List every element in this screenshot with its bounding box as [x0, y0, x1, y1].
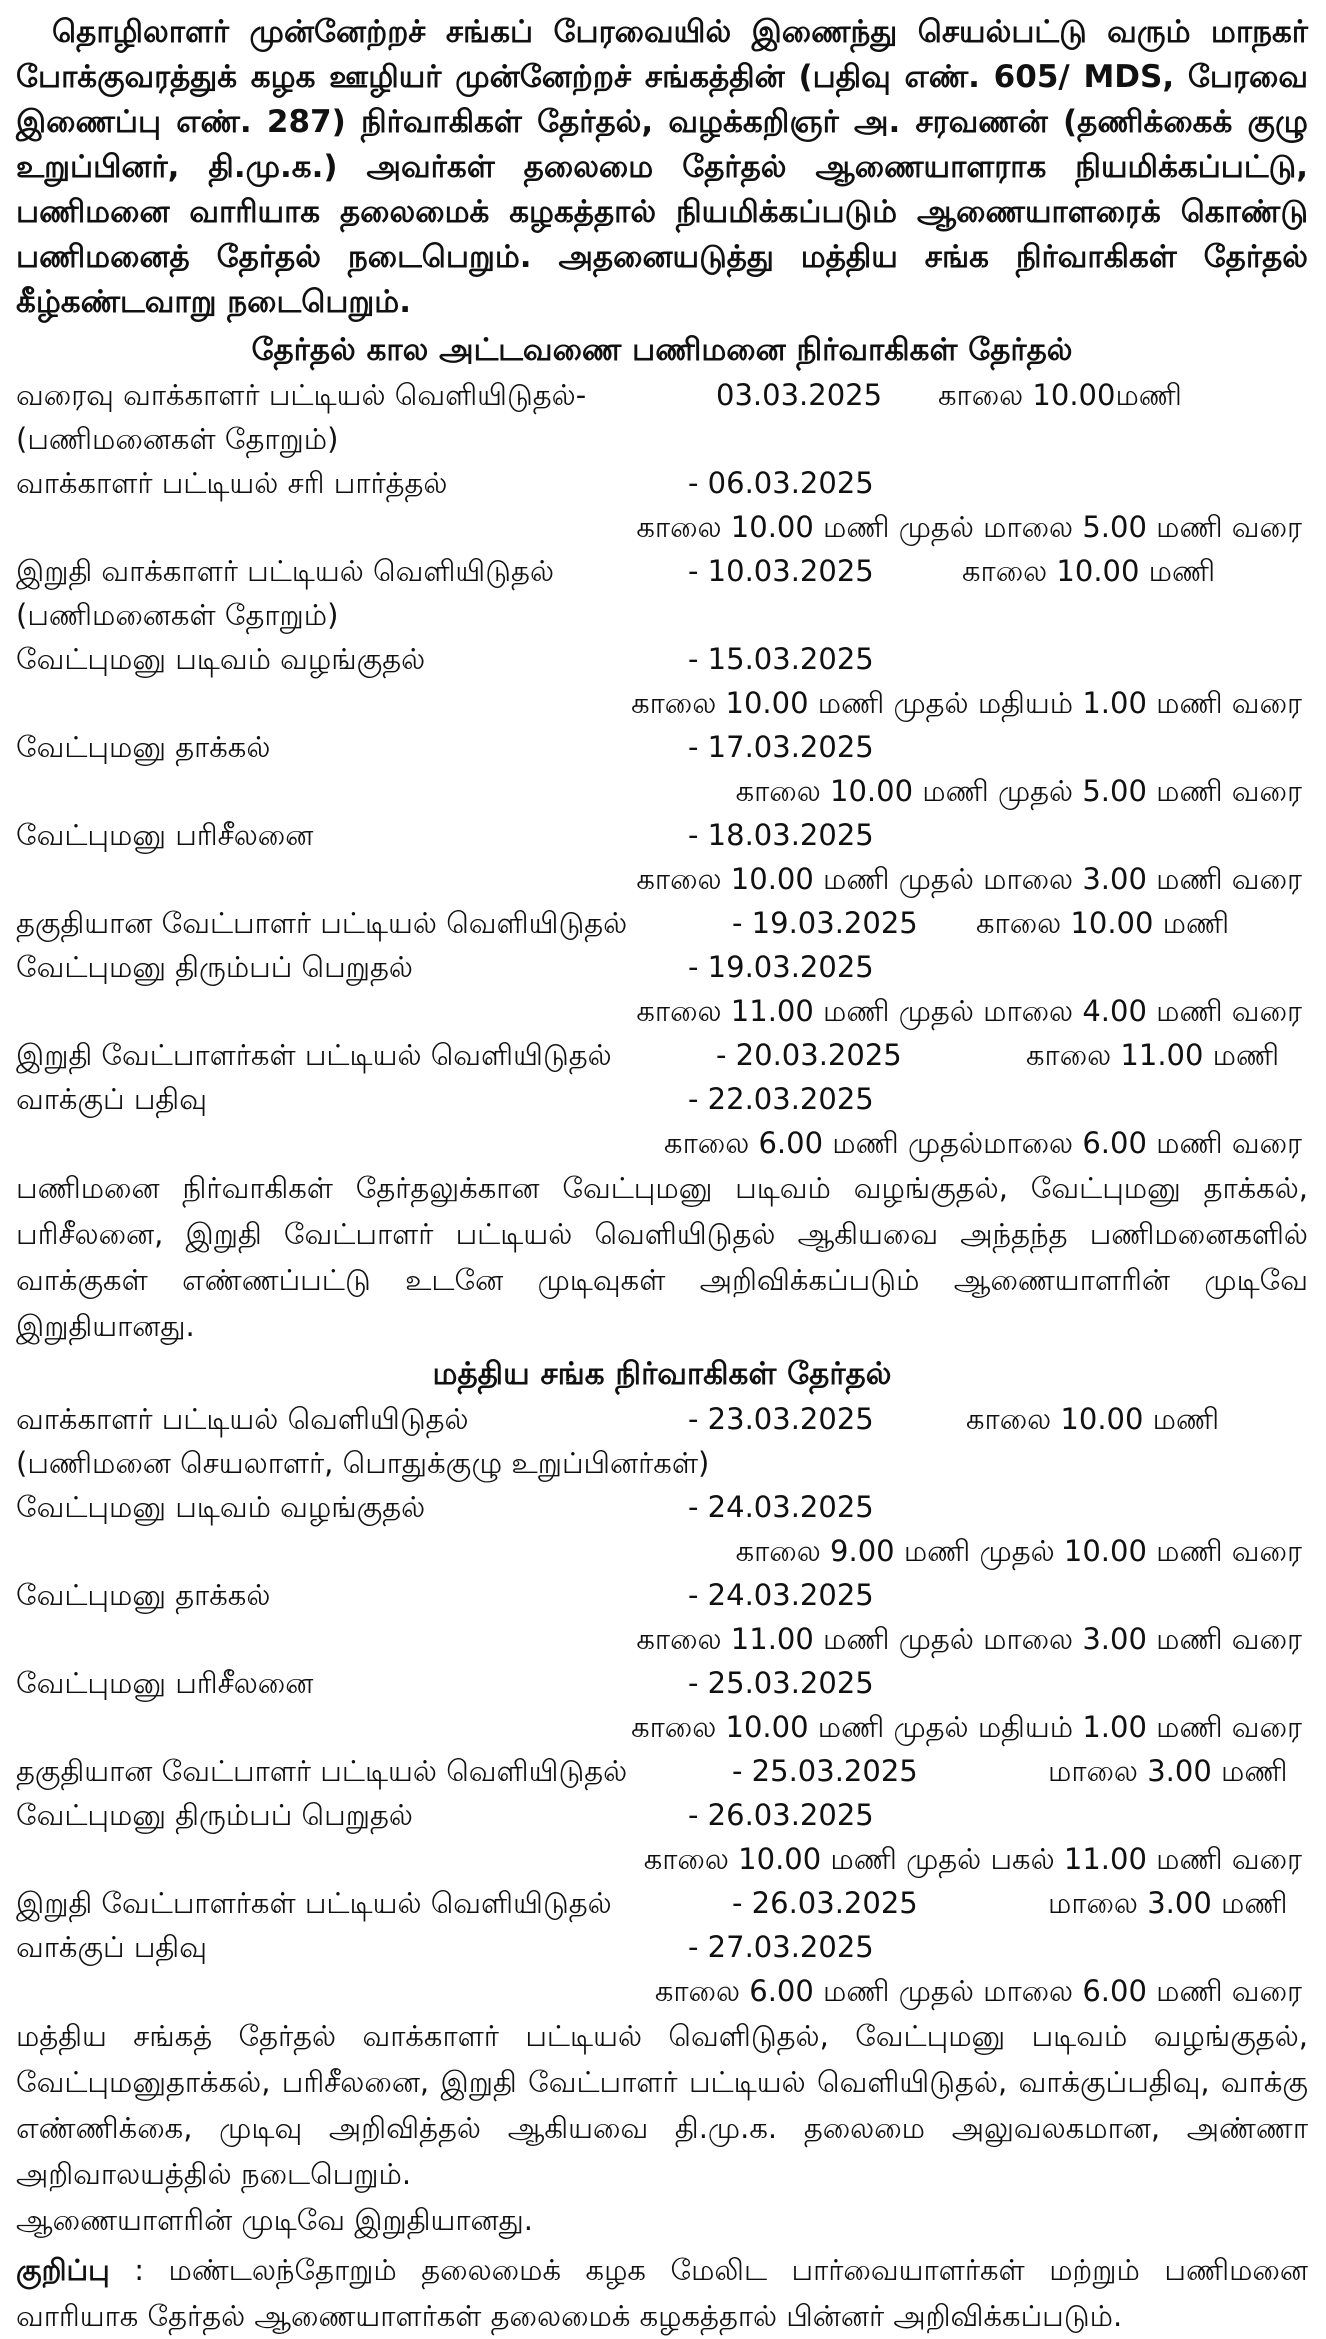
row-label: வேட்புமனு பரிசீலனை: [16, 1666, 314, 1700]
row-label: வேட்புமனு திரும்பப் பெறுதல்: [16, 1798, 413, 1832]
row-label: தகுதியான வேட்பாளர் பட்டியல் வெளியிடுதல்: [16, 906, 628, 940]
intro-paragraph: தொழிலாளர் முன்னேற்றச் சங்கப் பேரவையில் இணைந்து செயல்பட்டு வரும் மாநகர் போக்குவரத்துக் கழக ஊழியர் முன்னேற்றச் சங்கத்தின் (பதிவு எண். 605/ MDS, பேரவை இணைப்பு எண். 287) நிர்வாகிகள் தேர்தல், வழக்கறிஞர் அ. சரவணன் (தணிக்கைக் குழு உறுப்பினர், தி.மு.க.) அவர்கள் தலைமை தேர்தல் ஆணையாளராக நியமிக்கப்பட்டு, பணிமனை வாரியாக தலைமைக் கழகத்தால் நியமிக்கப்படும் ஆணையாளரைக் கொண்டு பணிமனைத் தேர்தல் நடைபெறும். அதனையடுத்து மத்திய சங்க நிர்வாகிகள் தேர்தல் கீழ்கண்டவாறு நடைபெறும்.: [16, 14, 1308, 320]
row-date: - 25.03.2025: [688, 1666, 874, 1700]
row-time: காலை 10.00 மணி: [962, 554, 1216, 588]
footnote: [16, 2247, 1308, 2339]
schedule-row: [16, 461, 1308, 505]
row-label: வாக்காளர் பட்டியல் வெளியிடுதல்: [16, 1402, 469, 1436]
section1-note: பணிமனை நிர்வாகிகள் தேர்தலுக்கான வேட்புமனு படிவம் வழங்குதல், வேட்புமனு தாக்கல், பரிசீலனை, இறுதி வேட்பாளர் பட்டியல் வெளியிடுதல் ஆகியவை அந்தந்த பணிமனைகளில் வாக்குகள் எண்ணப்பட்டு உடனே முடிவுகள் அறிவிக்கப்படும் ஆணையாளரின் முடிவே இறுதியானது.: [16, 1171, 1308, 1343]
row-label: வேட்புமனு தாக்கல்: [16, 730, 271, 764]
row-label: இறுதி வேட்பாளர்கள் பட்டியல் வெளியிடுதல்: [16, 1038, 612, 1072]
row-date: - 06.03.2025: [688, 466, 874, 500]
schedule-row: [16, 1573, 1308, 1617]
row-date: - 25.03.2025: [732, 1754, 918, 1788]
section1-heading: தேர்தல் கால அட்டவணை பணிமனை நிர்வாகிகள் தேர்தல்: [251, 332, 1073, 368]
schedule-row: [16, 1077, 1308, 1121]
row-date: - 19.03.2025: [688, 950, 874, 984]
row-label: வேட்புமனு தாக்கல்: [16, 1578, 271, 1612]
row-subnote: (பணிமனை செயலாளர், பொதுக்குழு உறுப்பினர்கள்): [16, 1446, 710, 1480]
row-date: - 26.03.2025: [688, 1798, 874, 1832]
section2-final-word: ஆணையாளரின் முடிவே இறுதியானது.: [16, 2203, 533, 2237]
row-time-range: காலை 10.00 மணி முதல் மதியம் 1.00 மணி வரை: [631, 686, 1302, 720]
row-date: - 10.03.2025: [688, 554, 874, 588]
row-time-range: காலை 10.00 மணி முதல் 5.00 மணி வரை: [735, 774, 1302, 808]
row-time-range: காலை 6.00 மணி முதல்மாலை 6.00 மணி வரை: [664, 1126, 1302, 1160]
row-date: - 17.03.2025: [688, 730, 874, 764]
row-time: மாலை 3.00 மணி: [1048, 1886, 1288, 1920]
row-time-range: காலை 10.00 மணி முதல் மதியம் 1.00 மணி வரை: [631, 1710, 1302, 1744]
schedule-row: [16, 637, 1308, 681]
schedule-row: [16, 1925, 1308, 1969]
schedule-row: [16, 1397, 1308, 1441]
row-label: வேட்புமனு படிவம் வழங்குதல்: [16, 642, 426, 676]
schedule-row: [16, 1485, 1308, 1529]
row-time-range: காலை 11.00 மணி முதல் மாலை 4.00 மணி வரை: [636, 994, 1302, 1028]
footnote-text: : மண்டலந்தோறும் தலைமைக் கழக மேலிட பார்வையாளர்கள் மற்றும் பணிமனை வாரியாக தேர்தல் ஆணையாளர்கள் தலைமைக் கழகத்தால் பின்னர் அறிவிக்கப்படும்.: [16, 2253, 1308, 2333]
section2-heading: மத்திய சங்க நிர்வாகிகள் தேர்தல்: [432, 1356, 892, 1392]
row-time-range: காலை 9.00 மணி முதல் 10.00 மணி வரை: [735, 1534, 1302, 1568]
schedule-row: [16, 901, 1308, 945]
row-date: - 15.03.2025: [688, 642, 874, 676]
row-label: வேட்புமனு படிவம் வழங்குதல்: [16, 1490, 426, 1524]
row-date: - 24.03.2025: [688, 1490, 874, 1524]
row-date: - 22.03.2025: [688, 1082, 874, 1116]
row-subnote: (பணிமனைகள் தோறும்): [16, 598, 339, 632]
row-time-range: காலை 10.00 மணி முதல் மாலை 5.00 மணி வரை: [636, 510, 1302, 544]
row-date: - 26.03.2025: [732, 1886, 918, 1920]
row-time: காலை 11.00 மணி: [1026, 1038, 1280, 1072]
row-label: வேட்புமனு திரும்பப் பெறுதல்: [16, 950, 413, 984]
row-time-range: காலை 6.00 மணி முதல் மாலை 6.00 மணி வரை: [654, 1974, 1302, 2008]
row-label: வரைவு வாக்காளர் பட்டியல் வெளியிடுதல்-: [16, 378, 587, 412]
footnote-keyword: குறிப்பு: [16, 2253, 110, 2287]
row-label: வாக்குப் பதிவு: [16, 1930, 207, 1964]
row-time-range: காலை 10.00 மணி முதல் பகல் 11.00 மணி வரை: [643, 1842, 1302, 1876]
schedule-row: [16, 1793, 1308, 1837]
row-time-range: காலை 11.00 மணி முதல் மாலை 3.00 மணி வரை: [636, 1622, 1302, 1656]
row-date: - 20.03.2025: [716, 1038, 902, 1072]
row-date: 03.03.2025: [716, 378, 883, 412]
row-time: காலை 10.00மணி: [938, 378, 1182, 412]
schedule-row: [16, 813, 1308, 857]
row-label: வாக்குப் பதிவு: [16, 1082, 207, 1116]
row-date: - 18.03.2025: [688, 818, 874, 852]
row-time: மாலை 3.00 மணி: [1048, 1754, 1288, 1788]
row-time-range: காலை 10.00 மணி முதல் மாலை 3.00 மணி வரை: [636, 862, 1302, 896]
row-time: காலை 10.00 மணி: [976, 906, 1230, 940]
row-label: வேட்புமனு பரிசீலனை: [16, 818, 314, 852]
row-label: இறுதி வாக்காளர் பட்டியல் வெளியிடுதல்: [16, 554, 555, 588]
schedule-row: [16, 945, 1308, 989]
schedule-row: [16, 725, 1308, 769]
row-time: காலை 10.00 மணி: [966, 1402, 1220, 1436]
schedule-row: [16, 1881, 1308, 1925]
row-label: இறுதி வேட்பாளர்கள் பட்டியல் வெளியிடுதல்: [16, 1886, 612, 1920]
row-date: - 23.03.2025: [688, 1402, 874, 1436]
row-subnote: (பணிமனைகள் தோறும்): [16, 422, 339, 456]
schedule-row: [16, 549, 1308, 593]
section2-note: மத்திய சங்கத் தேர்தல் வாக்காளர் பட்டியல் வெளிடுதல், வேட்புமனு படிவம் வழங்குதல், வேட்புமனுதாக்கல், பரிசீலனை, இறுதி வேட்பாளர் பட்டியல் வெளியிடுதல், வாக்குப்பதிவு, வாக்கு எண்ணிக்கை, முடிவு அறிவித்தல் ஆகியவை தி.மு.க. தலைமை அலுவலகமான, அண்ணா அறிவாலயத்தில் நடைபெறும்.: [16, 2019, 1308, 2191]
schedule-row: [16, 1033, 1308, 1077]
schedule-row: [16, 1661, 1308, 1705]
row-date: - 24.03.2025: [688, 1578, 874, 1612]
row-date: - 27.03.2025: [688, 1930, 874, 1964]
schedule-row: [16, 373, 1308, 417]
row-label: வாக்காளர் பட்டியல் சரி பார்த்தல்: [16, 466, 448, 500]
schedule-row: [16, 1749, 1308, 1793]
row-date: - 19.03.2025: [732, 906, 918, 940]
row-label: தகுதியான வேட்பாளர் பட்டியல் வெளியிடுதல்: [16, 1754, 628, 1788]
